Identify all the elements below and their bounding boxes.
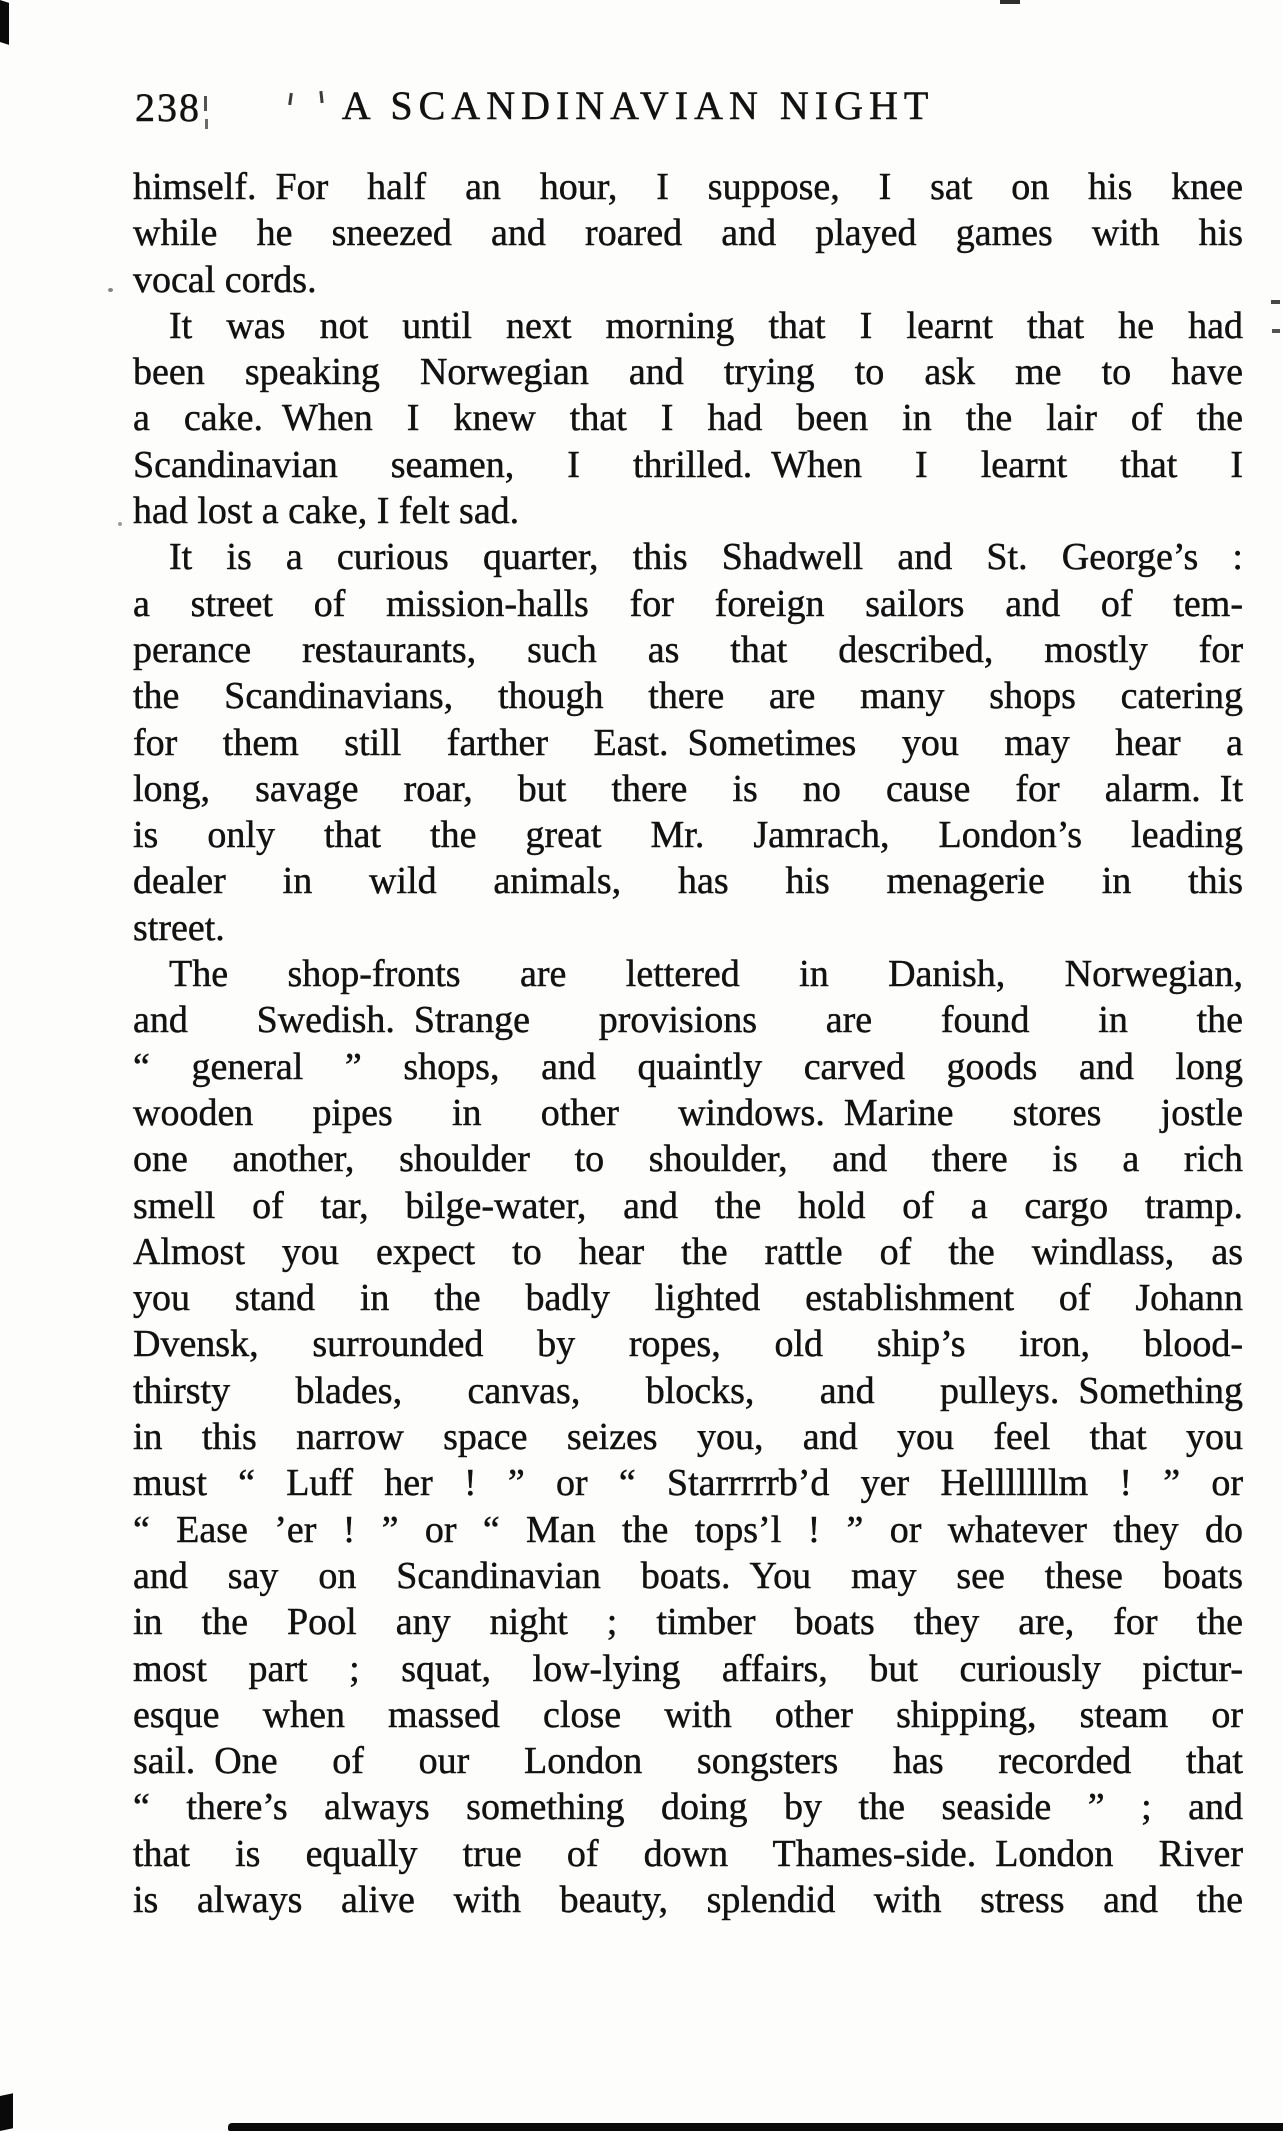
text-line: esque when massed close with other shipping, steam or <box>133 1693 1243 1736</box>
text-line: one another, shoulder to shoulder, and there is a rich <box>133 1138 1243 1181</box>
page-number: 238 <box>135 85 201 130</box>
text-line: for them still farther East. Sometimes you may hear a <box>133 721 1243 764</box>
text-line: sail. One of our London songsters has recorded that <box>133 1740 1243 1783</box>
text-line: smell of tar, bilge-water, and the hold of a cargo tramp. <box>133 1184 1243 1227</box>
text-line: is only that the great Mr. Jamrach, London’s leading <box>133 814 1243 857</box>
page-header <box>133 82 1243 140</box>
scan-artifact-bottom-left <box>0 2093 13 2131</box>
page-content <box>133 82 1243 1921</box>
text-line: a street of mission-halls for foreign sailors and of tem- <box>133 582 1243 625</box>
scan-artifact-margin-dot <box>118 522 122 526</box>
text-line: in the Pool any night ; timber boats they are, for the <box>133 1601 1243 1644</box>
page-body <box>133 164 1243 1923</box>
text-line: “ general ” shops, and quaintly carved goods and long <box>133 1045 1243 1088</box>
text-line: Dvensk, surrounded by ropes, old ship’s iron, blood- <box>133 1323 1243 1366</box>
text-line: himself. For half an hour, I suppose, I sat on his knee <box>133 166 1243 208</box>
text-line: It was not until next morning that I learnt that he had <box>169 304 1243 347</box>
text-line: vocal cords. <box>133 258 317 301</box>
text-line: a cake. When I knew that I had been in the lair of the <box>133 397 1243 440</box>
text-line: “ Ease ’er ! ” or “ Man the tops’l ! ” or whatever they do <box>133 1508 1243 1551</box>
text-line: Scandinavian seamen, I thrilled. When I learnt that I <box>133 443 1243 486</box>
text-line: while he sneezed and roared and played games with his <box>133 212 1243 255</box>
text-line: you stand in the badly lighted establishment of Johann <box>133 1277 1243 1320</box>
text-line: wooden pipes in other windows. Marine stores jostle <box>133 1091 1243 1134</box>
text-line: thirsty blades, canvas, blocks, and pulleys. Something <box>133 1369 1243 1412</box>
scan-artifact-margin-dash <box>1271 300 1280 304</box>
running-title: A SCANDINAVIAN NIGHT <box>341 83 935 128</box>
text-line: had lost a cake, I felt sad. <box>133 490 520 533</box>
scan-artifact-margin-dot <box>108 288 113 292</box>
text-line: dealer in wild animals, has his menagerie in this <box>133 860 1243 903</box>
text-line: and Swedish. Strange provisions are found in the <box>133 999 1243 1042</box>
text-line: in this narrow space seizes you, and you feel that you <box>133 1416 1243 1459</box>
text-line: long, savage roar, but there is no cause for alarm. It <box>133 767 1243 810</box>
scan-artifact-pageno-mark <box>204 96 207 111</box>
text-line: must “ Luff her ! ” or “ Starrrrrb’d yer Helllllllm ! ” or <box>133 1462 1243 1505</box>
scan-artifact-margin-dash <box>1272 329 1280 333</box>
text-line: perance restaurants, such as that described, mostly for <box>133 628 1243 671</box>
scan-artifact-top-speck <box>1000 0 1020 4</box>
text-line: street. <box>133 906 225 949</box>
text-line: that is equally true of down Thames-side. London River <box>133 1832 1243 1875</box>
text-line: is always alive with beauty, splendid with stress and the <box>133 1878 1243 1921</box>
text-line: most part ; squat, low-lying affairs, but curiously pictur- <box>133 1647 1243 1690</box>
text-line: and say on Scandinavian boats. You may see these boats <box>133 1554 1243 1597</box>
scan-artifact-pageno-mark <box>205 119 208 129</box>
text-line: been speaking Norwegian and trying to ask me to have <box>133 351 1243 394</box>
scan-artifact-bottom-edge <box>228 2123 1283 2131</box>
text-line: the Scandinavians, though there are many shops catering <box>133 675 1243 718</box>
text-line: Almost you expect to hear the rattle of the windlass, as <box>133 1230 1243 1273</box>
text-line: The shop-fronts are lettered in Danish, Norwegian, <box>169 953 1243 996</box>
text-line: “ there’s always something doing by the seaside ” ; and <box>133 1786 1243 1829</box>
text-line: It is a curious quarter, this Shadwell and St. George’s : <box>169 536 1243 579</box>
scan-artifact-top-left <box>0 0 9 45</box>
